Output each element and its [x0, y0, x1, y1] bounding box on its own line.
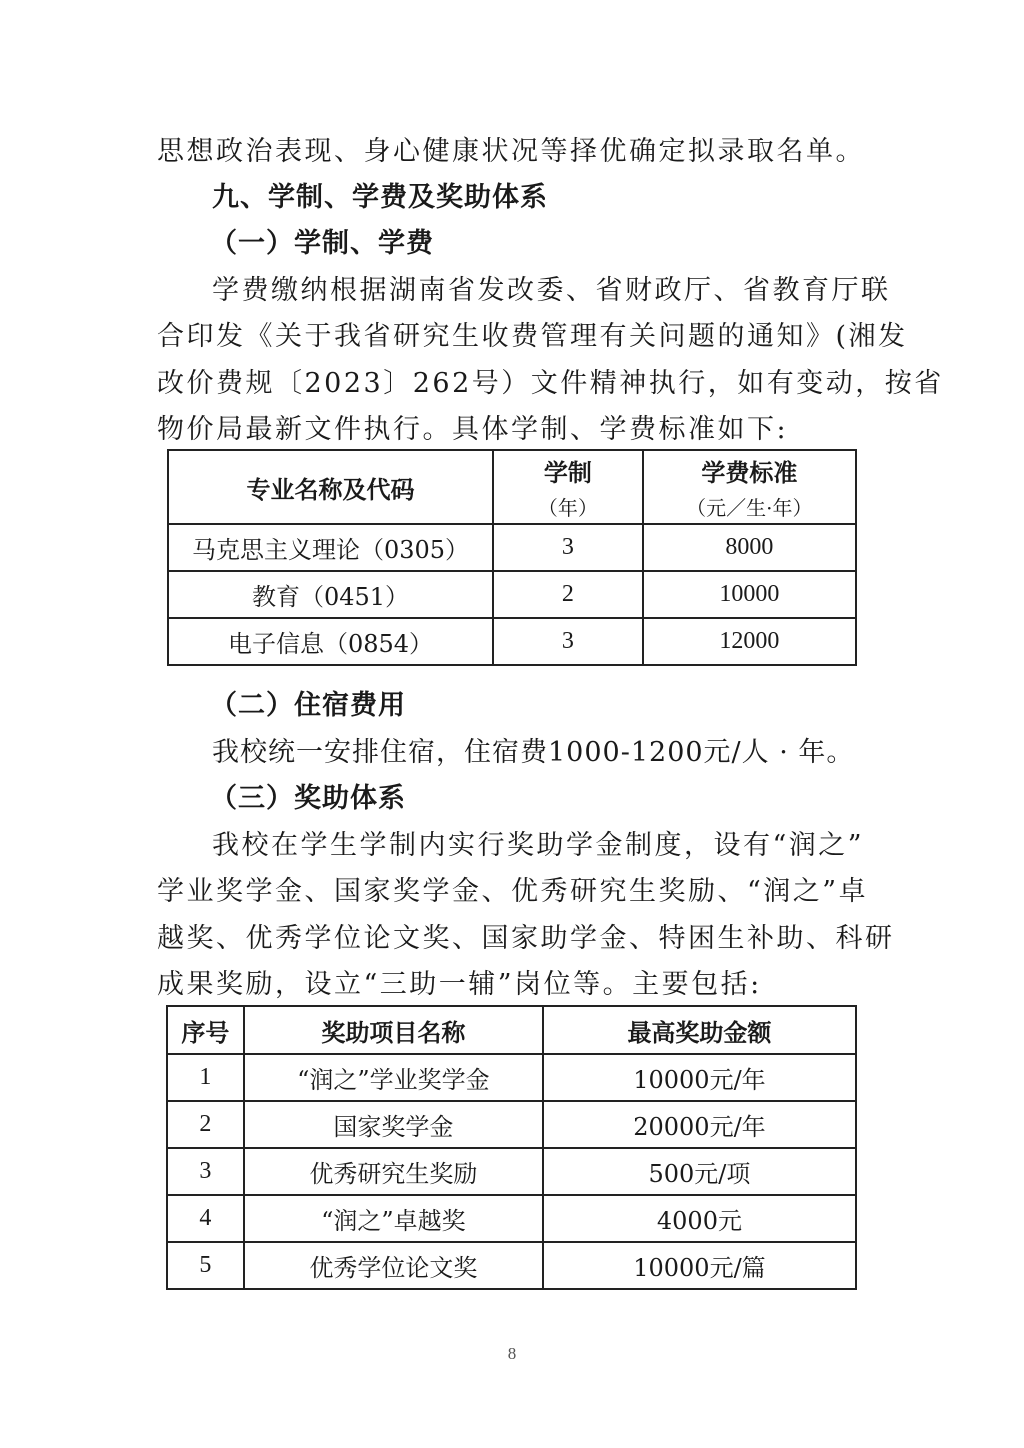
table-header-row	[167, 1006, 856, 1054]
paragraph-line: 思想政治表现、身心健康状况等择优确定拟录取名单。	[157, 136, 865, 167]
header-duration-label: 学制	[543, 459, 592, 487]
cell-name: 国家奖学金	[244, 1101, 543, 1148]
cell-amount: 4000元	[543, 1195, 856, 1242]
cell-index: 5	[167, 1242, 244, 1289]
cell-fee: 8000	[643, 524, 856, 571]
table-row	[167, 1054, 856, 1101]
header-duration-unit: （年）	[537, 496, 598, 520]
header-fee-unit: （元／生·年）	[686, 496, 813, 520]
cell-index: 4	[167, 1195, 244, 1242]
cell-index: 2	[167, 1101, 244, 1148]
header-fee-label: 学费标准	[701, 459, 798, 487]
cell-fee: 12000	[643, 618, 856, 665]
cell-major: 马克思主义理论（0305）	[168, 524, 493, 571]
cell-index: 3	[167, 1148, 244, 1195]
table-row	[167, 1101, 856, 1148]
header-name: 奖助项目名称	[244, 1006, 543, 1054]
paragraph-line: 我校统一安排住宿，住宿费1000-1200元/人 · 年。	[212, 737, 855, 768]
cell-duration: 3	[493, 524, 643, 571]
cell-major: 电子信息（0854）	[168, 618, 493, 665]
cell-duration: 3	[493, 618, 643, 665]
cell-amount: 10000元/年	[543, 1054, 856, 1101]
subsection-heading: （三）奖助体系	[210, 783, 406, 814]
paragraph-line: 改价费规〔2023〕262号）文件精神执行，如有变动，按省	[157, 368, 944, 399]
table-row	[167, 1242, 856, 1289]
subsection-heading: （二）住宿费用	[210, 690, 406, 721]
header-fee	[643, 450, 856, 524]
header-duration	[493, 450, 643, 524]
cell-amount: 20000元/年	[543, 1101, 856, 1148]
header-major: 专业名称及代码	[168, 450, 493, 524]
section-heading: 九、学制、学费及奖助体系	[212, 182, 548, 213]
table-row	[168, 571, 856, 618]
paragraph-line: 我校在学生学制内实行奖助学金制度，设有“润之”	[212, 830, 865, 861]
cell-index: 1	[167, 1054, 244, 1101]
table-header-row	[168, 450, 856, 524]
table-row	[167, 1195, 856, 1242]
header-amount: 最高奖助金额	[543, 1006, 856, 1054]
cell-amount: 10000元/篇	[543, 1242, 856, 1289]
cell-amount: 500元/项	[543, 1148, 856, 1195]
table-row	[167, 1148, 856, 1195]
page-number: 8	[507, 1344, 517, 1363]
subsection-heading: （一）学制、学费	[210, 228, 434, 259]
table-row	[168, 524, 856, 571]
cell-major: 教育（0451）	[168, 571, 493, 618]
paragraph-line: 物价局最新文件执行。具体学制、学费标准如下:	[157, 414, 789, 445]
paragraph-line: 越奖、优秀学位论文奖、国家助学金、特困生补助、科研	[157, 923, 895, 954]
tuition-table	[167, 449, 857, 666]
paragraph-line: 学业奖学金、国家奖学金、优秀研究生奖励、“润之”卓	[157, 876, 869, 907]
cell-name: 优秀学位论文奖	[244, 1242, 543, 1289]
cell-name: “润之”学业奖学金	[244, 1054, 543, 1101]
table-row	[168, 618, 856, 665]
award-table	[166, 1005, 857, 1290]
paragraph-line: 合印发《关于我省研究生收费管理有关问题的通知》(湘发	[157, 321, 908, 352]
cell-name: “润之”卓越奖	[244, 1195, 543, 1242]
paragraph-line: 学费缴纳根据湖南省发改委、省财政厅、省教育厅联	[212, 275, 891, 306]
cell-fee: 10000	[643, 571, 856, 618]
header-index: 序号	[167, 1006, 244, 1054]
paragraph-line: 成果奖励，设立“三助一辅”岗位等。主要包括:	[157, 969, 762, 1000]
cell-duration: 2	[493, 571, 643, 618]
cell-name: 优秀研究生奖励	[244, 1148, 543, 1195]
